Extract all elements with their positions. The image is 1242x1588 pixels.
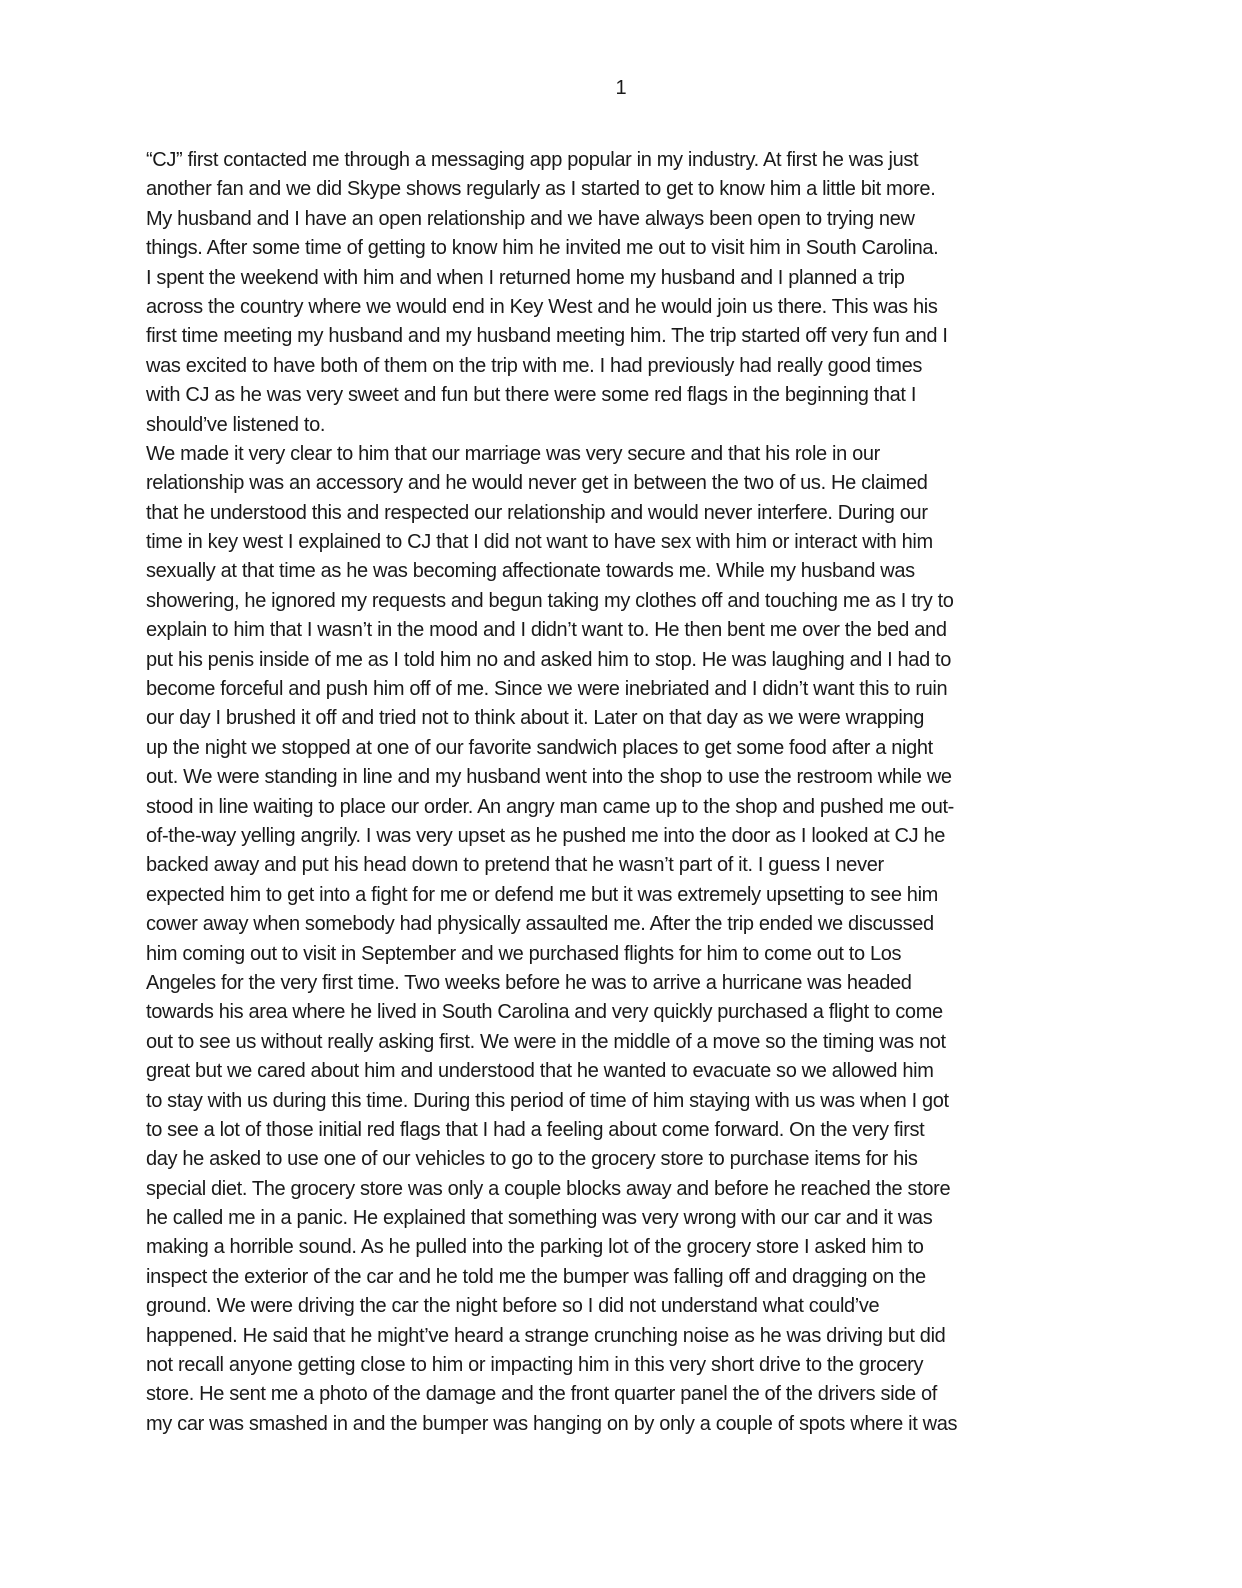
text-line: with CJ as he was very sweet and fun but there were some red flags in the beginning that I	[146, 384, 917, 407]
text-line: another fan and we did Skype shows regularly as I started to get to know him a little bit more.	[146, 178, 936, 201]
text-line: my car was smashed in and the bumper was hanging on by only a couple of spots where it was	[146, 1412, 958, 1435]
text-line: ground. We were driving the car the night before so I did not understand what could’ve	[146, 1295, 880, 1318]
text-line: up the night we stopped at one of our favorite sandwich places to get some food after a night	[146, 736, 933, 759]
text-line: “CJ” first contacted me through a messaging app popular in my industry. At first he was just	[146, 149, 919, 171]
text-line: showering, he ignored my requests and begun taking my clothes off and touching me as I try to	[146, 589, 954, 612]
page-number: 1	[615, 77, 627, 99]
text-line: things. After some time of getting to know him he invited me out to visit him in South Carolina.	[146, 237, 939, 260]
text-line: was excited to have both of them on the trip with me. I had previously had really good times	[146, 354, 923, 377]
text-line: expected him to get into a fight for me or defend me but it was extremely upsetting to see him	[146, 883, 938, 906]
text-line: he called me in a panic. He explained that something was very wrong with our car and it was	[146, 1207, 933, 1230]
body-text	[146, 146, 1106, 1439]
text-line: that he understood this and respected our relationship and would never interfere. During our	[146, 501, 928, 524]
text-line: him coming out to visit in September and we purchased flights for him to come out to Los	[146, 942, 902, 965]
text-line: relationship was an accessory and he would never get in between the two of us. He claimed	[146, 472, 928, 495]
text-line: put his penis inside of me as I told him no and asked him to stop. He was laughing and I had to	[146, 648, 952, 671]
text-line: out. We were standing in line and my husband went into the shop to use the restroom while we	[146, 766, 952, 789]
text-line: of-the-way yelling angrily. I was very upset as he pushed me into the door as I looked at CJ he	[146, 824, 946, 847]
text-line: backed away and put his head down to pretend that he wasn’t part of it. I guess I never	[146, 854, 884, 877]
text-line: Angeles for the very first time. Two weeks before he was to arrive a hurricane was headed	[146, 971, 912, 994]
text-line: great but we cared about him and understood that he wanted to evacuate so we allowed him	[146, 1060, 934, 1083]
text-line: My husband and I have an open relationship and we have always been open to trying new	[146, 207, 915, 230]
text-line: across the country where we would end in Key West and he would join us there. This was his	[146, 295, 938, 318]
text-line: inspect the exterior of the car and he told me the bumper was falling off and dragging on the	[146, 1265, 926, 1288]
text-line: out to see us without really asking first. We were in the middle of a move so the timing was not	[146, 1030, 946, 1053]
text-line: our day I brushed it off and tried not to think about it. Later on that day as we were wrapping	[146, 707, 924, 730]
text-line: to see a lot of those initial red flags that I had a feeling about come forward. On the very first	[146, 1118, 925, 1141]
text-line: time in key west I explained to CJ that I did not want to have sex with him or interact with him	[146, 531, 933, 554]
text-line: special diet. The grocery store was only a couple blocks away and before he reached the store	[146, 1177, 951, 1200]
text-line: should’ve listened to.	[146, 413, 326, 436]
text-line: explain to him that I wasn’t in the mood and I didn’t want to. He then bent me over the bed and	[146, 619, 947, 642]
text-line: first time meeting my husband and my husband meeting him. The trip started off very fun and I	[146, 325, 948, 348]
text-line: store. He sent me a photo of the damage and the front quarter panel the of the drivers side of	[146, 1383, 937, 1406]
text-line: making a horrible sound. As he pulled into the parking lot of the grocery store I asked him to	[146, 1236, 924, 1259]
text-line: sexually at that time as he was becoming affectionate towards me. While my husband was	[146, 560, 915, 583]
text-line: happened. He said that he might’ve heard a strange crunching noise as he was driving but did	[146, 1324, 946, 1347]
text-line: stood in line waiting to place our order. An angry man came up to the shop and pushed me out-	[146, 795, 954, 818]
text-line: cower away when somebody had physically assaulted me. After the trip ended we discussed	[146, 913, 934, 936]
text-line: to stay with us during this time. During this period of time of him staying with us was when I got	[146, 1089, 949, 1112]
text-line: not recall anyone getting close to him or impacting him in this very short drive to the grocery	[146, 1354, 924, 1377]
text-line: We made it very clear to him that our marriage was very secure and that his role in our	[146, 442, 880, 465]
text-line: day he asked to use one of our vehicles to go to the grocery store to purchase items for his	[146, 1148, 918, 1171]
text-line: become forceful and push him off of me. Since we were inebriated and I didn’t want this to ruin	[146, 678, 948, 701]
text-line: I spent the weekend with him and when I returned home my husband and I planned a trip	[146, 266, 905, 289]
text-line: towards his area where he lived in South Carolina and very quickly purchased a flight to come	[146, 1001, 943, 1024]
